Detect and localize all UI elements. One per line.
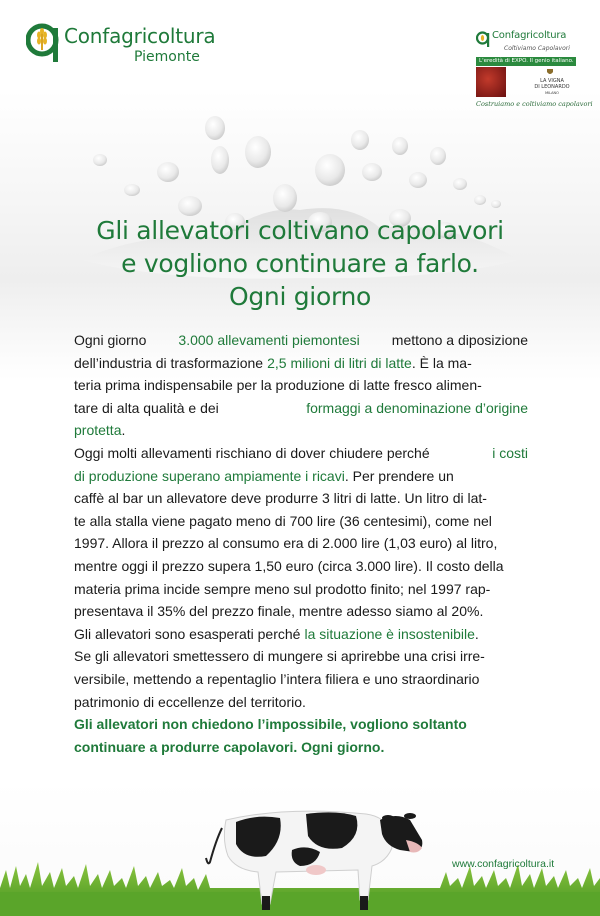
vigna-logo [528, 78, 576, 96]
headline [40, 214, 560, 313]
text-line: te alla stalla viene pagato meno di 700 lire (36 centesimi), come nel [74, 512, 492, 529]
text-span: . Per prendere un [344, 467, 454, 484]
text-span: dell’industria di trasformazione [74, 354, 264, 371]
brand-name: Confagricoltura [64, 24, 216, 48]
confagricoltura-logo[interactable] [26, 22, 236, 68]
text-line [74, 465, 528, 488]
headline-line-2: e vogliono continuare a farlo. [121, 249, 479, 278]
body-text [74, 329, 528, 758]
text-span: . [121, 422, 126, 439]
headline-line-1: Gli allevatori coltivano capolavori [96, 216, 504, 245]
highlight-protetta: protetta [74, 422, 122, 439]
wheat-logo-icon [26, 22, 60, 64]
wheat-logo-small-icon [476, 30, 490, 48]
text-line [74, 442, 528, 465]
vigna-line-1: LA VIGNA [540, 78, 564, 84]
highlight-unsustainable: la situazione è insostenibile [304, 625, 475, 642]
expo-banner: L'eredità di EXPO. Il genio italiano. [476, 57, 576, 66]
vigna-line-2: DI LEONARDO [534, 84, 570, 90]
highlight-costs: i costi [492, 444, 528, 461]
text-line: Se gli allevatori smettessero di mungere si aprirebbe una crisi irre- [74, 648, 485, 665]
text-line: versibile, mettendo a repentaglio l’intera filiera e uno straordinario [74, 670, 480, 687]
text-line: caffè al bar un allevatore deve produrre 3 litri di latte. Un litro di lat- [74, 490, 487, 507]
headline-line-3: Ogni giorno [228, 282, 372, 311]
text-line [74, 397, 528, 420]
text-line: patrimonio di eccellenze del territorio. [74, 693, 306, 710]
vigna-line-3: MILANO [545, 91, 559, 95]
text-span: mettono a diposizione [391, 332, 528, 348]
corner-script-text: Costruiamo e coltiviamo capolavori [476, 100, 593, 108]
corner-logo-tagline: Coltiviamo Capolavori [504, 45, 570, 52]
text-span: Oggi molti allevamenti rischiano di dover chiudere perché [74, 444, 430, 461]
text-line [74, 329, 528, 352]
text-span: . [474, 625, 479, 642]
closing-line-1: Gli allevatori non chiedono l’impossibile, vogliono soltanto [74, 716, 467, 733]
crest-icon [546, 68, 554, 76]
text-span: Gli allevatori sono esasperati perché [74, 625, 301, 642]
closing-line-2: continuare a produrre capolavori. Ogni giorno. [74, 738, 385, 755]
cow-image [196, 800, 432, 916]
website-link[interactable]: www.confagricoltura.it [452, 858, 555, 870]
brand-region: Piemonte [134, 49, 200, 65]
wine-photo [476, 67, 506, 97]
highlight-farms: 3.000 allevamenti piemontesi [178, 332, 360, 348]
text-line [74, 623, 528, 646]
text-line [74, 352, 528, 375]
highlight-litres: 2,5 milioni di litri di latte [267, 354, 412, 371]
text-line: presentava il 35% del prezzo finale, mentre adesso siamo al 20%. [74, 603, 484, 620]
text-line [74, 419, 528, 442]
highlight-dop: formaggi a denominazione d’origine [306, 399, 528, 416]
text-line: 1997. Allora il prezzo al consumo era di 2.000 lire (1,03 euro) al litro, [74, 535, 498, 552]
text-span: Ogni giorno [74, 332, 147, 348]
corner-logo-name: Confagricoltura [492, 30, 567, 41]
highlight-costs-cont: di produzione superano ampiamente i ricavi [74, 467, 345, 484]
text-span: tare di alta qualità e dei [74, 399, 219, 416]
text-line: materia prima incide sempre meno sul prodotto finito; nel 1997 rap- [74, 580, 491, 597]
text-line: mentre oggi il prezzo supera 1,50 euro (circa 3.000 lire). Il costo della [74, 557, 504, 574]
corner-logo-block [476, 30, 593, 110]
text-line: teria prima indispensabile per la produzione di latte fresco alimen- [74, 377, 482, 394]
text-span: . È la ma- [411, 354, 472, 371]
